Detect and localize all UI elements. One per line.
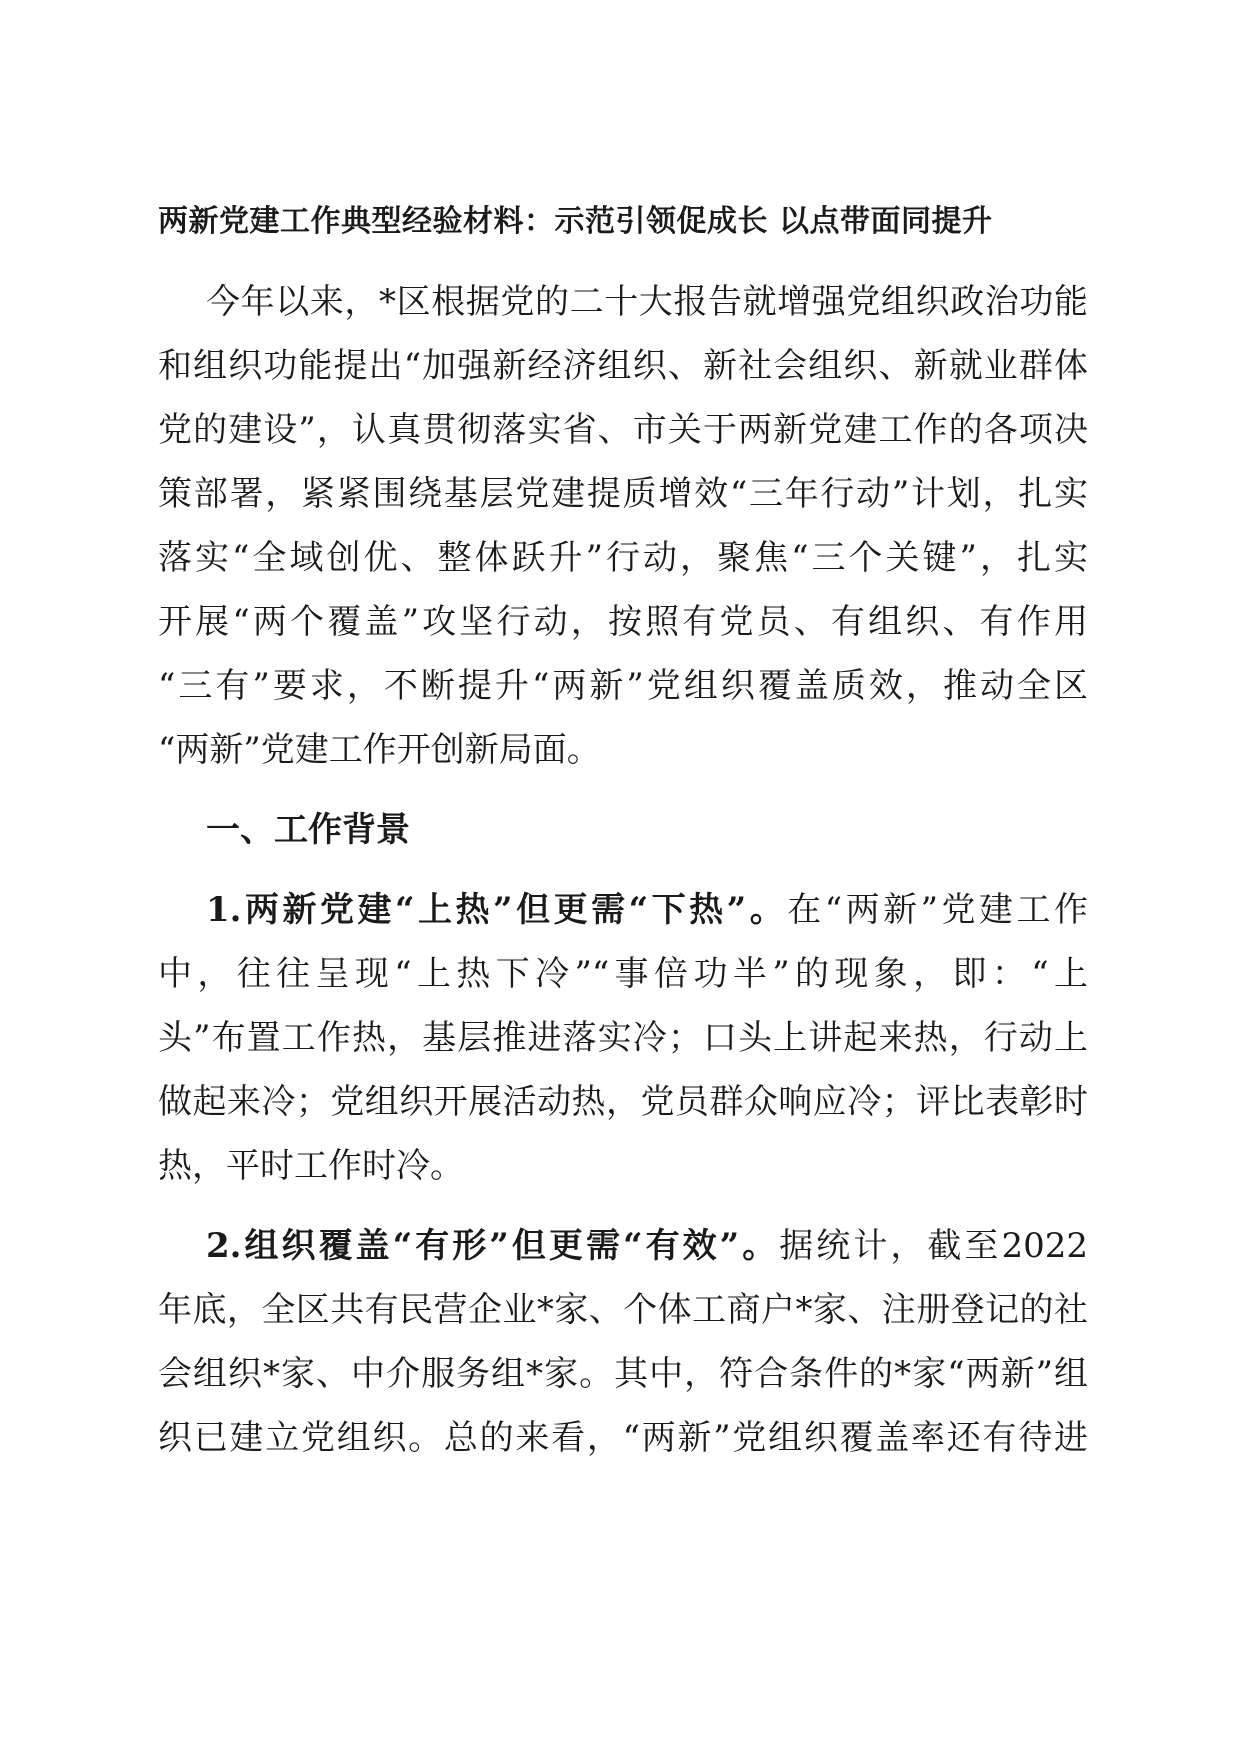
intro-line: 和组织功能提出“加强新经济组织、新社会组织、新就业群体: [158, 346, 1088, 386]
point-2-paragraph: [158, 1214, 1088, 1470]
point-2-first-line: [158, 1214, 1088, 1278]
point-1-line: 做起来冷；党组织开展活动热，党员群众响应冷；评比表彰时: [158, 1082, 1088, 1122]
intro-line: 党的建设”，认真贯彻落实省、市关于两新党建工作的各项决: [158, 410, 1088, 450]
point-1-first-line: [158, 878, 1088, 942]
intro-line: 开展“两个覆盖”攻坚行动，按照有党员、有组织、有作用: [158, 602, 1088, 642]
intro-line: 落实“全域创优、整体跃升”行动，聚焦“三个关键”，扎实: [158, 538, 1088, 578]
intro-line: “三有”要求，不断提升“两新”党组织覆盖质效，推动全区: [158, 666, 1088, 706]
point-1-first-rest: 在“两新”党建工作: [787, 890, 1088, 930]
document-title: 两新党建工作典型经验材料：示范引领促成长 以点带面同提升: [158, 204, 993, 239]
point-2-first-rest: 据统计，截至2022: [779, 1226, 1088, 1266]
intro-line: 策部署，紧紧围绕基层党建提质增效“三年行动”计划，扎实: [158, 474, 1088, 514]
section-heading: 一、工作背景: [206, 810, 410, 850]
point-1-paragraph: [158, 878, 1088, 1198]
point-2-line: 年底，全区共有民营企业*家、个体工商户*家、注册登记的社: [158, 1290, 1088, 1330]
point-1-line: 中，往往呈现“上热下冷”“事倍功半”的现象，即：“上: [158, 954, 1088, 994]
intro-line: “两新”党建工作开创新局面。: [158, 730, 601, 770]
document-body: [158, 270, 1088, 1470]
point-2-line: 会组织*家、中介服务组*家。其中，符合条件的*家“两新”组: [158, 1354, 1088, 1394]
intro-paragraph: [158, 270, 1088, 782]
point-1-line: 头”布置工作热，基层推进落实冷；口头上讲起来热，行动上: [158, 1018, 1088, 1058]
point-1-line: 热，平时工作时冷。: [158, 1146, 464, 1186]
point-2-lead: 2.组织覆盖“有形”但更需“有效”。: [206, 1226, 780, 1266]
intro-line: 今年以来，*区根据党的二十大报告就增强党组织政治功能: [206, 282, 1088, 322]
point-1-lead: 1.两新党建“上热”但更需“下热”。: [206, 890, 788, 930]
point-2-line: 织已建立党组织。总的来看，“两新”党组织覆盖率还有待进: [158, 1418, 1088, 1458]
